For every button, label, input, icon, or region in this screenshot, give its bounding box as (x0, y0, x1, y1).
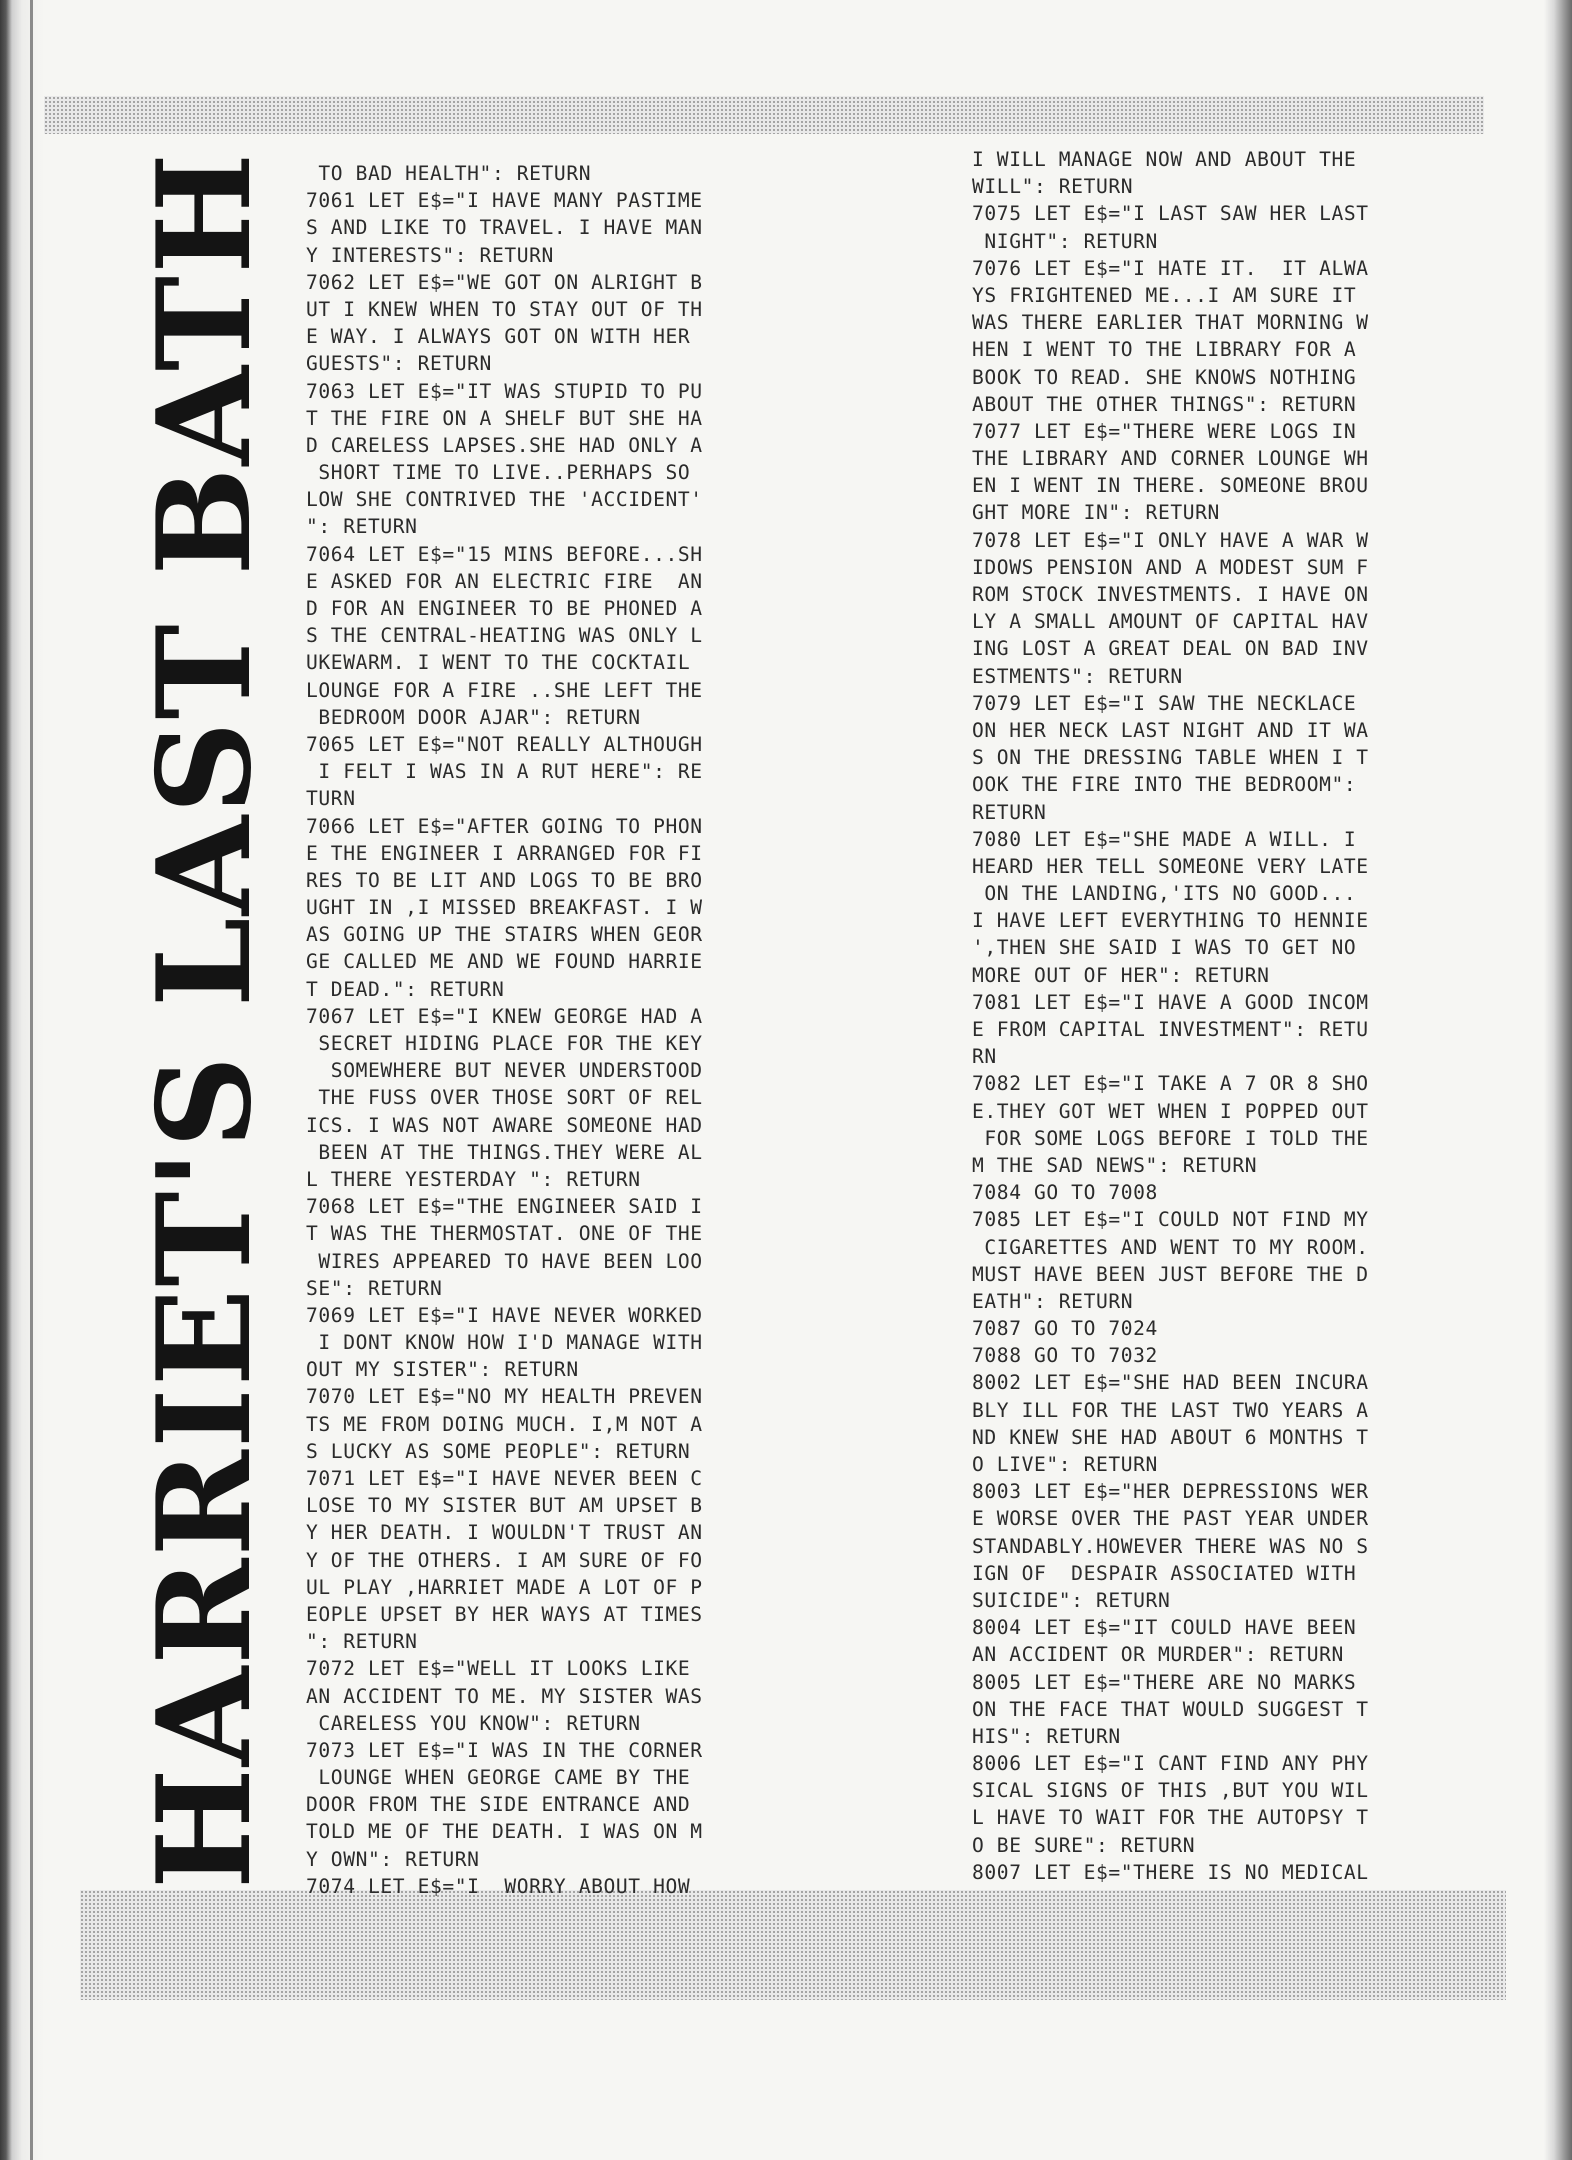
code-line: GE CALLED ME AND WE FOUND HARRIE (306, 950, 703, 974)
code-line: THE LIBRARY AND CORNER LOUNGE WH (972, 447, 1369, 471)
code-line: L THERE YESTERDAY ": RETURN (306, 1167, 641, 1191)
code-line: S ON THE DRESSING TABLE WHEN I T (972, 746, 1369, 770)
code-line: OOK THE FIRE INTO THE BEDROOM": (972, 773, 1357, 797)
code-line: EN I WENT IN THERE. SOMEONE BROU (972, 474, 1369, 498)
code-line: ND KNEW SHE HAD ABOUT 6 MONTHS T (972, 1425, 1369, 1449)
code-line: 7061 LET E$="I HAVE MANY PASTIME (306, 189, 703, 213)
code-line: ABOUT THE OTHER THINGS": RETURN (972, 392, 1357, 416)
code-line: NIGHT": RETURN (972, 229, 1158, 253)
code-line: ESTMENTS": RETURN (972, 664, 1183, 688)
code-line: TS ME FROM DOING MUCH. I,M NOT A (306, 1412, 703, 1436)
code-line: OUT MY SISTER": RETURN (306, 1358, 579, 1382)
code-line: WIRES APPEARED TO HAVE BEEN LOO (306, 1249, 703, 1273)
title-container (130, 150, 280, 1890)
code-line: 7065 LET E$="NOT REALLY ALTHOUGH (306, 732, 703, 756)
code-line: E WAY. I ALWAYS GOT ON WITH HER (306, 325, 691, 349)
code-line: EOPLE UPSET BY HER WAYS AT TIMES (306, 1602, 703, 1626)
code-line: ": RETURN (306, 515, 418, 539)
code-line: 7062 LET E$="WE GOT ON ALRIGHT B (306, 270, 703, 294)
code-line: 7077 LET E$="THERE WERE LOGS IN (972, 419, 1357, 443)
code-line: 7074 LET E$="I WORRY ABOUT HOW (306, 1874, 691, 1898)
code-line: BEEN AT THE THINGS.THEY WERE AL (306, 1140, 703, 1164)
code-line: LOUNGE FOR A FIRE ..SHE LEFT THE (306, 678, 703, 702)
code-line: YS FRIGHTENED ME...I AM SURE IT (972, 283, 1357, 307)
code-line: DOOR FROM THE SIDE ENTRANCE AND (306, 1793, 691, 1817)
code-line: 7075 LET E$="I LAST SAW HER LAST (972, 202, 1369, 226)
code-line: SECRET HIDING PLACE FOR THE KEY (306, 1032, 703, 1055)
code-line: 8005 LET E$="THERE ARE NO MARKS (972, 1670, 1357, 1694)
code-line: D CARELESS LAPSES.SHE HAD ONLY A (306, 433, 703, 457)
code-line: CARELESS YOU KNOW": RETURN (306, 1711, 641, 1735)
code-line: MORE OUT OF HER": RETURN (972, 963, 1270, 987)
code-line: 8002 LET E$="SHE HAD BEEN INCURA (972, 1371, 1369, 1395)
code-line: UGHT IN ,I MISSED BREAKFAST. I W (306, 896, 703, 920)
code-line: S LUCKY AS SOME PEOPLE": RETURN (306, 1439, 691, 1463)
code-line: 7072 LET E$="WELL IT LOOKS LIKE (306, 1657, 691, 1681)
code-line: 7087 GO TO 7024 (972, 1317, 1158, 1341)
code-line: HEN I WENT TO THE LIBRARY FOR A (972, 338, 1357, 362)
code-line: O LIVE": RETURN (972, 1453, 1158, 1476)
code-line: Y INTERESTS": RETURN (306, 243, 554, 267)
code-line: TO BAD HEALTH": RETURN (306, 162, 592, 185)
code-line: ROM STOCK INVESTMENTS. I HAVE ON (972, 583, 1369, 606)
code-line: AN ACCIDENT OR MURDER": RETURN (972, 1643, 1344, 1667)
code-line: UL PLAY ,HARRIET MADE A LOT OF P (306, 1575, 703, 1599)
code-line: ON HER NECK LAST NIGHT AND IT WA (972, 718, 1369, 742)
code-line: 7070 LET E$="NO MY HEALTH PREVEN (306, 1385, 703, 1409)
code-line: 7080 LET E$="SHE MADE A WILL. I (972, 827, 1357, 851)
code-line: IDOWS PENSION AND A MODEST SUM F (972, 555, 1369, 579)
code-line: 7078 LET E$="I ONLY HAVE A WAR W (972, 528, 1369, 552)
code-line: STANDABLY.HOWEVER THERE WAS NO S (972, 1534, 1369, 1558)
code-line: 7076 LET E$="I HATE IT. IT ALWA (972, 256, 1369, 280)
code-line: HEARD HER TELL SOMEONE VERY LATE (972, 854, 1369, 878)
code-line: LOUNGE WHEN GEORGE CAME BY THE (306, 1766, 691, 1790)
code-line: ": RETURN (306, 1630, 418, 1654)
code-line: 7069 LET E$="I HAVE NEVER WORKED (306, 1303, 703, 1327)
code-line: 7071 LET E$="I HAVE NEVER BEEN C (306, 1467, 703, 1490)
code-line: Y OWN": RETURN (306, 1847, 480, 1871)
code-line: O BE SURE": RETURN (972, 1833, 1196, 1857)
code-line: E FROM CAPITAL INVESTMENT": RETU (972, 1018, 1369, 1041)
code-line: WILL": RETURN (972, 175, 1134, 199)
page-binding-edge (0, 0, 44, 2160)
code-line: I HAVE LEFT EVERYTHING TO HENNIE (972, 909, 1369, 933)
code-line: BLY ILL FOR THE LAST TWO YEARS A (972, 1398, 1369, 1422)
code-line: SICAL SIGNS OF THIS ,BUT YOU WIL (972, 1779, 1369, 1803)
code-line: SHORT TIME TO LIVE..PERHAPS SO (306, 461, 691, 485)
halftone-band-top (44, 96, 1484, 134)
code-line: ',THEN SHE SAID I WAS TO GET NO (972, 936, 1357, 960)
code-line: RES TO BE LIT AND LOGS TO BE BRO (306, 868, 703, 892)
code-line: 7088 GO TO 7032 (972, 1344, 1158, 1368)
code-line: Y HER DEATH. I WOULDN'T TRUST AN (306, 1521, 703, 1545)
code-line: HIS": RETURN (972, 1724, 1121, 1748)
code-line: L HAVE TO WAIT FOR THE AUTOPSY T (972, 1806, 1369, 1830)
listing-column-left (306, 160, 846, 1900)
code-line: UKEWARM. I WENT TO THE COCKTAIL (306, 651, 691, 675)
code-line: GHT MORE IN": RETURN (972, 501, 1220, 525)
code-line: 7067 LET E$="I KNEW GEORGE HAD A (306, 1004, 703, 1028)
code-line: E WORSE OVER THE PAST YEAR UNDER (972, 1507, 1369, 1531)
code-line: WAS THERE EARLIER THAT MORNING W (972, 311, 1369, 335)
code-line: 7084 GO TO 7008 (972, 1181, 1158, 1205)
code-line: LOSE TO MY SISTER BUT AM UPSET B (306, 1494, 703, 1518)
code-line: I FELT I WAS IN A RUT HERE": RE (306, 760, 703, 784)
code-line: ICS. I WAS NOT AWARE SOMEONE HAD (306, 1113, 703, 1137)
code-line: MUST HAVE BEEN JUST BEFORE THE D (972, 1262, 1369, 1286)
code-line: BOOK TO READ. SHE KNOWS NOTHING (972, 365, 1357, 389)
code-line: SUICIDE": RETURN (972, 1588, 1171, 1612)
code-line: SOMEWHERE BUT NEVER UNDERSTOOD (306, 1059, 703, 1083)
code-line: IGN OF DESPAIR ASSOCIATED WITH (972, 1561, 1357, 1585)
page-right-edge (1544, 0, 1572, 2160)
code-line: 8004 LET E$="IT COULD HAVE BEEN (972, 1616, 1357, 1640)
code-line: E.THEY GOT WET WHEN I POPPED OUT (972, 1099, 1369, 1123)
code-line: 8007 LET E$="THERE IS NO MEDICAL (972, 1860, 1369, 1884)
code-line: THE FUSS OVER THOSE SORT OF REL (306, 1086, 703, 1110)
code-line: UT I KNEW WHEN TO STAY OUT OF TH (306, 297, 703, 321)
code-line: D FOR AN ENGINEER TO BE PHONED A (306, 597, 703, 620)
code-line: M THE SAD NEWS": RETURN (972, 1153, 1258, 1177)
code-line: 7073 LET E$="I WAS IN THE CORNER (306, 1738, 703, 1762)
code-line: E THE ENGINEER I ARRANGED FOR FI (306, 841, 703, 865)
code-line: E ASKED FOR AN ELECTRIC FIRE AN (306, 569, 703, 593)
code-line: FOR SOME LOGS BEFORE I TOLD THE (972, 1126, 1369, 1150)
code-line: RETURN (972, 800, 1047, 824)
code-line: 7068 LET E$="THE ENGINEER SAID I (306, 1195, 703, 1219)
code-line: TOLD ME OF THE DEATH. I WAS ON M (306, 1820, 703, 1844)
code-line: I DONT KNOW HOW I'D MANAGE WITH (306, 1331, 703, 1355)
code-line: T WAS THE THERMOSTAT. ONE OF THE (306, 1222, 703, 1246)
code-line: 7081 LET E$="I HAVE A GOOD INCOM (972, 990, 1369, 1014)
code-line: 8006 LET E$="I CANT FIND ANY PHY (972, 1752, 1369, 1776)
code-line: T THE FIRE ON A SHELF BUT SHE HA (306, 406, 703, 430)
code-line: 7085 LET E$="I COULD NOT FIND MY (972, 1208, 1369, 1232)
code-line: S AND LIKE TO TRAVEL. I HAVE MAN (306, 216, 703, 240)
code-line: BEDROOM DOOR AJAR": RETURN (306, 705, 641, 729)
code-line: EATH": RETURN (972, 1289, 1134, 1313)
halftone-band-bottom (80, 1890, 1506, 2000)
code-line: ON THE LANDING,'ITS NO GOOD... (972, 882, 1357, 906)
code-line: AN ACCIDENT TO ME. MY SISTER WAS (306, 1684, 703, 1708)
code-line: 7066 LET E$="AFTER GOING TO PHON (306, 814, 703, 838)
code-line: TURN (306, 787, 356, 811)
code-line: 7064 LET E$="15 MINS BEFORE...SH (306, 542, 703, 566)
code-line: LY A SMALL AMOUNT OF CAPITAL HAV (972, 610, 1369, 634)
code-line: I WILL MANAGE NOW AND ABOUT THE (972, 148, 1357, 171)
code-line: ING LOST A GREAT DEAL ON BAD INV (972, 637, 1369, 661)
code-line: CIGARETTES AND WENT TO MY ROOM. (972, 1235, 1369, 1259)
code-line: RN (972, 1045, 997, 1069)
code-line: GUESTS": RETURN (306, 352, 492, 376)
code-line: LOW SHE CONTRIVED THE 'ACCIDENT' (306, 488, 703, 512)
code-line: 8003 LET E$="HER DEPRESSIONS WER (972, 1480, 1369, 1504)
code-line: S THE CENTRAL-HEATING WAS ONLY L (306, 624, 703, 648)
code-line: T DEAD.": RETURN (306, 977, 505, 1001)
code-line: SE": RETURN (306, 1276, 443, 1300)
code-line: AS GOING UP THE STAIRS WHEN GEOR (306, 923, 703, 947)
listing-column-right (972, 146, 1512, 1886)
page-title: HARRIET'S LAST BATH (130, 150, 280, 1890)
code-line: 7079 LET E$="I SAW THE NECKLACE (972, 691, 1357, 715)
code-line: 7082 LET E$="I TAKE A 7 OR 8 SHO (972, 1072, 1369, 1096)
code-line: ON THE FACE THAT WOULD SUGGEST T (972, 1697, 1369, 1721)
code-line: Y OF THE OTHERS. I AM SURE OF FO (306, 1548, 703, 1572)
code-line: 7063 LET E$="IT WAS STUPID TO PU (306, 379, 703, 403)
